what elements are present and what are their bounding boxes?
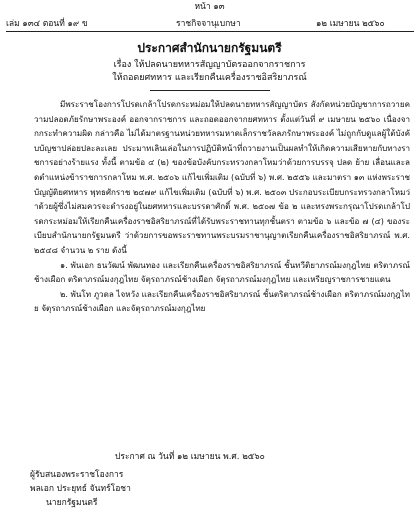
item-2-paragraph: ๒. พันโท ภูวดล ไจหวัง และเรียกคืนเครื่องราชอิสริยาภรณ์ ชั้นตริตาภรณ์ช้างเผือก ตริตาภรณ์มงกุฎไทย จัตุรถาภรณ์ช้างเผือก และจัตุรถาภรณ์มงกุฎไทย (34, 288, 410, 314)
volume-issue: เล่ม ๑๓๔ ตอนที่ ๑๙ ข (6, 19, 88, 29)
announcement-body (34, 97, 410, 316)
subject-line-1: เรื่อง ให้ปลดนายทหารสัญญาบัตรออกจากราชการ (113, 60, 306, 70)
header-divider (6, 31, 414, 32)
gazette-name: ราชกิจจานุเบกษา (176, 19, 241, 29)
publication-date: ๑๒ เมษายน ๒๕๖๐ (316, 19, 385, 29)
item-1-paragraph: ๑. พันเอก ธนวัฒน์ พัฒนทอง และเรียกคืนเครื่องราชอิสริยาภรณ์ ชั้นทวีติยาภรณ์มงกุฎไทย ตริตาภรณ์ช้างเผือก ตริตาภรณ์มงกุฎไทย จัตุรถาภรณ์ช้างเผือก จัตุรถาภรณ์มงกุฎไทย และเหรียญราชการชายแดน (34, 259, 410, 285)
gazette-header (6, 18, 414, 30)
title-divider (150, 90, 270, 91)
announcement-title: ประกาศสำนักนายกรัฐมนตรี (137, 41, 282, 55)
page-number: หน้า ๑๓ (194, 2, 225, 12)
signatory-title: นายกรัฐมนตรี (46, 498, 98, 508)
countersign-label: ผู้รับสนองพระราชโองการ (30, 470, 124, 480)
main-paragraph: มีพระราชโองการโปรดเกล้าโปรดกระหม่อมให้ปลดนายทหารสัญญาบัตร สังกัดหน่วยบัญชาการถวายความปลอดภัยรักษาพระองค์ ออกจากราชการ และถอดออกจากยศทหาร ตั้งแต่วันที่ ๙ เมษายน ๒๕๖๐ เนื่องจากกระทำความผิด กล่าวคือ ไม่ได้มาตรฐานหน่วยทหารมหาดเล็กราชวัลลภรักษาพระองค์ ไม่ถูกกับดูแลผู้ใต้บังคับบัญชาปล่อยปละละเลย ประมาทเลินเล่อในการปฏิบัติหน้าที่ถวายงานเป็นผลทำให้เกิดความเสียหายกับทางราชการอย่างร้ายแรง ทั้งนี้ ตามข้อ ๔ (๒) ของข้อบังคับกระทรวงกลาโหมว่าด้วยการบรรจุ ปลด ย้าย เลื่อนและลดตำแหน่งข้าราชการกลาโหม พ.ศ. ๒๕๐๖ แก้ไขเพิ่มเติม (ฉบับที่ ๖) พ.ศ. ๒๕๕๖ และมาตรา ๑๓ แห่งพระราชบัญญัติยศทหาร พุทธศักราช ๒๔๗๙ แก้ไขเพิ่มเติม (ฉบับที่ ๖) พ.ศ. ๒๕๐๓ ประกอบระเบียบกระทรวงกลาโหมว่าด้วยผู้ซึ่งไม่สมควรจะดำรงอยู่ในยศทหารและบรรดาศักดิ์ พ.ศ. ๒๕๐๗ ข้อ ๒ และทรงพระกรุณาโปรดเกล้าโปรดกระหม่อมให้เรียกคืนเครื่องราชอิสริยาภรณ์ที่ได้รับพระราชทานทุกชั้นตรา ตามข้อ ๖ และข้อ ๗ (๔) ของระเบียบสำนักนายกรัฐมนตรี ว่าด้วยการขอพระราชทานพระบรมราชานุญาตเรียกคืนเครื่องราชอิสริยาภรณ์ พ.ศ. ๒๕๔๘ จำนวน ๒ ราย ดังนี้ (34, 99, 410, 255)
signatory-name: พลเอก ประยุทธ์ จันทร์โอชา (30, 484, 131, 494)
subject-line-2: ให้ถอดยศทหาร และเรียกคืนเครื่องราชอิสริยาภรณ์ (112, 73, 307, 83)
announcement-date: ประกาศ ณ วันที่ ๑๒ เมษายน พ.ศ. ๒๕๖๐ (115, 452, 265, 462)
